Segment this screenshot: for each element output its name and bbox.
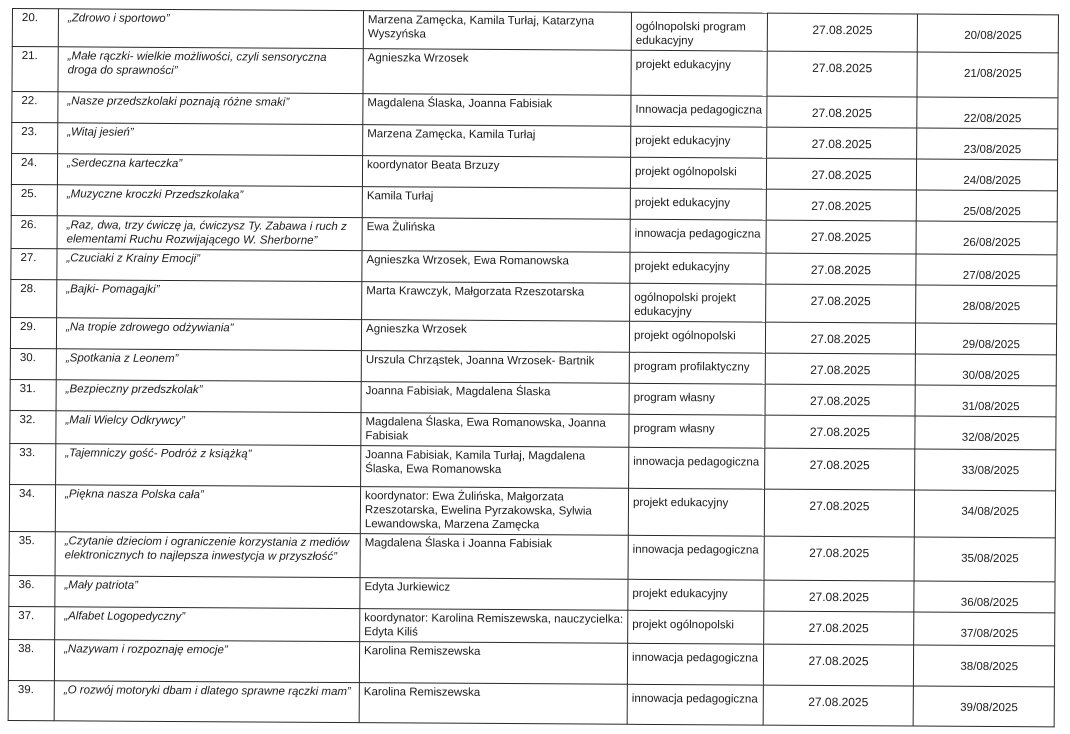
approval-date: 27.08.2025 [766, 189, 916, 221]
program-title: „Czytanie dzieciom i ograniczenie korzystania z mediów elektronicznych to najlepsza inwestycja w przyszłość” [55, 532, 360, 578]
program-type: Innowacja pedagogiczna [631, 95, 767, 127]
approval-date: 27.08.2025 [766, 253, 916, 285]
table-row [8, 639, 1054, 686]
table-row [12, 9, 1058, 53]
program-title: „O rozwój motoryki dbam i dlatego sprawne rączki mam” [54, 681, 359, 723]
approval-date: 27.08.2025 [765, 384, 915, 416]
program-title: „Nazywam i rozpoznaję emocje” [54, 640, 359, 683]
program-type: projekt ogólnopolski [629, 321, 765, 353]
program-authors: koordynator: Karolina Remiszewska, nauczycielka: Edyta Kiliś [360, 609, 628, 644]
program-authors: Ewa Żulińska [362, 218, 630, 253]
program-title: „Spotkania z Leonem” [56, 349, 361, 382]
program-authors: Karolina Remiszewska [359, 683, 627, 725]
resolution-number: 30/08/2025 [915, 354, 1056, 386]
program-authors: Agnieszka Wrzosek [361, 320, 629, 353]
table-row [8, 680, 1054, 726]
program-authors: Kamila Turłaj [362, 187, 630, 220]
program-type: projekt ogólnopolski [630, 157, 766, 189]
resolution-number: 31/08/2025 [915, 385, 1056, 417]
row-number: 21. [12, 47, 58, 92]
row-number: 33. [10, 443, 56, 484]
program-type: ogólnopolski projekt edukacyjny [630, 283, 766, 322]
program-title: „Małe rączki- wielkie możliwości, czyli sensoryczna droga do sprawności” [58, 47, 363, 94]
program-authors: Urszula Chrząstek, Joanna Wrzosek- Bartnik [361, 351, 629, 384]
row-number: 39. [8, 680, 54, 720]
row-number: 25. [11, 184, 57, 215]
program-authors: Edyta Jurkiewicz [360, 578, 628, 611]
row-number: 20. [12, 9, 58, 47]
programs-table [8, 8, 1059, 727]
approval-date: 27.08.2025 [763, 685, 913, 726]
row-number: 28. [11, 279, 57, 317]
program-type: projekt ogólnopolski [628, 610, 764, 644]
approval-date: 27.08.2025 [767, 96, 917, 128]
approval-date: 27.08.2025 [764, 580, 914, 612]
approval-date: 27.08.2025 [767, 127, 917, 159]
row-number: 30. [10, 348, 56, 379]
resolution-number: 25/08/2025 [916, 190, 1057, 222]
resolution-number: 34/08/2025 [914, 490, 1055, 538]
program-type: projekt edukacyjny [628, 488, 764, 536]
row-number: 35. [9, 531, 55, 575]
program-type: projekt edukacyjny [630, 188, 766, 220]
program-type: projekt edukacyjny [631, 50, 767, 96]
row-number: 38. [8, 639, 54, 680]
program-authors: Magdalena Ślaska i Joanna Fabisiak [360, 534, 628, 580]
resolution-number: 38/08/2025 [913, 645, 1054, 687]
row-number: 23. [12, 123, 58, 154]
approval-date: 27.08.2025 [765, 448, 915, 490]
approval-date: 27.08.2025 [765, 353, 915, 385]
resolution-number: 32/08/2025 [915, 416, 1056, 450]
program-authors: Magdalena Ślaska, Ewa Romanowska, Joanna Fabisiak [361, 413, 629, 448]
row-number: 36. [9, 575, 55, 606]
approval-date: 27.08.2025 [766, 220, 916, 254]
document-page [8, 8, 1058, 727]
resolution-number: 35/08/2025 [914, 537, 1055, 582]
row-number: 37. [9, 606, 55, 639]
program-type: program własny [629, 414, 765, 448]
program-authors: Joanna Fabisiak, Magdalena Ślaska [361, 382, 629, 415]
program-title: „Piękna nasza Polska cała” [55, 485, 360, 534]
program-title: „Tajemniczy gość- Podróż z książką” [56, 444, 361, 487]
program-title: „Mali Wielcy Odkrywcy” [56, 411, 361, 446]
row-number: 22. [12, 92, 58, 123]
resolution-number: 20/08/2025 [917, 14, 1058, 53]
resolution-number: 39/08/2025 [913, 686, 1054, 727]
program-type: ogólnopolski program edukacyjny [631, 12, 767, 51]
program-type: innowacja pedagogiczna [627, 684, 763, 725]
resolution-number: 26/08/2025 [916, 221, 1057, 255]
program-authors: Marzena Zamęcka, Kamila Turłaj [363, 125, 631, 158]
programs-table-body [8, 9, 1058, 727]
row-number: 34. [9, 484, 55, 531]
resolution-number: 29/08/2025 [915, 323, 1056, 355]
table-row [11, 279, 1057, 323]
row-number: 29. [10, 317, 56, 348]
resolution-number: 28/08/2025 [916, 285, 1057, 324]
program-title: „Bezpieczny przedszkolak” [56, 380, 361, 413]
program-authors: Joanna Fabisiak, Kamila Turłaj, Magdalena Ślaska, Ewa Romanowska [361, 446, 629, 489]
program-authors: Marta Krawczyk, Małgorzata Rzeszotarska [362, 282, 630, 322]
program-authors: Karolina Remiszewska [359, 642, 627, 685]
resolution-number: 33/08/2025 [915, 449, 1056, 491]
program-title: „Mały patriota” [55, 576, 360, 609]
program-title: „Zdrowo i sportowo” [58, 9, 363, 49]
program-authors: Agnieszka Wrzosek [363, 49, 631, 96]
approval-date: 27.08.2025 [766, 158, 916, 190]
table-row [9, 531, 1055, 581]
program-authors: Agnieszka Wrzosek, Ewa Romanowska [362, 251, 630, 284]
row-number: 27. [11, 248, 57, 279]
approval-date: 27.08.2025 [765, 322, 915, 354]
table-row [9, 484, 1055, 537]
row-number: 24. [11, 154, 57, 185]
program-type: innowacja pedagogiczna [628, 535, 764, 580]
program-title: „Witaj jesień” [58, 123, 363, 156]
program-title: „Serdeczna karteczka” [57, 154, 362, 187]
program-title: „Nasze przedszkolaki poznają różne smaki” [58, 92, 363, 125]
approval-date: 27.08.2025 [765, 415, 915, 449]
table-row [12, 47, 1058, 98]
program-type: innowacja pedagogiczna [630, 219, 766, 253]
approval-date: 27.08.2025 [766, 284, 916, 323]
row-number: 31. [10, 379, 56, 410]
resolution-number: 22/08/2025 [917, 97, 1058, 129]
program-type: projekt edukacyjny [630, 252, 766, 284]
program-type: innowacja pedagogiczna [629, 447, 765, 489]
resolution-number: 27/08/2025 [916, 254, 1057, 286]
program-authors: Magdalena Ślaska, Joanna Fabisiak [363, 94, 631, 127]
program-type: program własny [629, 383, 765, 415]
approval-date: 27.08.2025 [764, 611, 914, 645]
program-title: „Czuciaki z Krainy Emocji” [57, 249, 362, 282]
program-type: program profilaktyczny [629, 352, 765, 384]
approval-date: 27.08.2025 [767, 51, 917, 97]
program-title: „Na tropie zdrowego odżywiania” [56, 318, 361, 351]
program-title: „Bajki- Pomagajki” [57, 280, 362, 320]
table-row [10, 443, 1056, 490]
resolution-number: 23/08/2025 [917, 128, 1058, 160]
approval-date: 27.08.2025 [763, 644, 913, 686]
program-type: projekt edukacyjny [631, 126, 767, 158]
resolution-number: 37/08/2025 [914, 612, 1055, 646]
program-title: „Alfabet Logopedyczny” [55, 607, 360, 642]
resolution-number: 24/08/2025 [916, 159, 1057, 191]
approval-date: 27.08.2025 [764, 489, 914, 537]
program-authors: koordynator Beata Brzuzy [362, 156, 630, 189]
resolution-number: 21/08/2025 [917, 52, 1058, 98]
approval-date: 27.08.2025 [767, 13, 917, 52]
program-title: „Muzyczne kroczki Przedszkolaka” [57, 185, 362, 218]
approval-date: 27.08.2025 [764, 536, 914, 581]
program-title: „Raz, dwa, trzy ćwiczę ja, ćwiczysz Ty. Zabawa i ruch z elementami Ruchu Rozwijającego W. Sherborne” [57, 216, 362, 251]
program-authors: koordynator: Ewa Żulińska, Małgorzata Rzeszotarska, Ewelina Pyrzakowska, Sylwia Lewandowska, Marzena Zamęcka [360, 487, 628, 536]
program-type: innowacja pedagogiczna [627, 643, 763, 685]
program-authors: Marzena Zamęcka, Kamila Turłaj, Katarzyna Wyszyńska [363, 11, 631, 51]
resolution-number: 36/08/2025 [914, 581, 1055, 613]
program-type: projekt edukacyjny [628, 579, 764, 611]
row-number: 26. [11, 215, 57, 248]
row-number: 32. [10, 410, 56, 443]
